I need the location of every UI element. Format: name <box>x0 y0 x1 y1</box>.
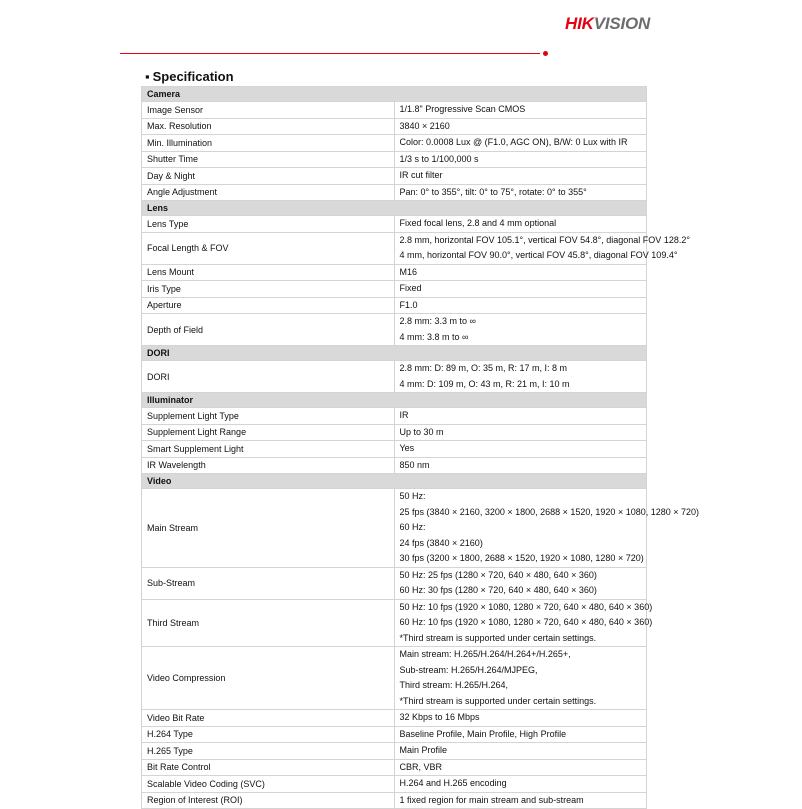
spec-value-line: 1/1.8" Progressive Scan CMOS <box>399 104 526 114</box>
spec-label: Main Stream <box>142 489 395 568</box>
spec-value-line: F1.0 <box>399 299 418 310</box>
spec-value-line: Main stream: H.265/H.264/H.264+/H.265+, <box>399 649 571 659</box>
spec-value <box>394 281 647 298</box>
spec-value-line: IR cut filter <box>399 170 443 180</box>
spec-value-line: 30 fps (3200 × 1800, 2688 × 1520, 1920 × 1080, 1280 × 720) <box>399 553 644 563</box>
spec-value-line: IR <box>399 410 409 420</box>
spec-value-line: Baseline Profile, Main Profile, High Profile <box>399 728 567 739</box>
spec-value-line: 1/3 s to 1/100,000 s <box>399 153 479 164</box>
spec-value <box>394 297 647 314</box>
spec-label: Iris Type <box>142 281 395 298</box>
logo-part-hik: HIK <box>565 14 594 33</box>
group-header-row <box>142 393 647 408</box>
spec-value-line: H.264 and H.265 encoding <box>399 778 507 788</box>
spec-label: Shutter Time <box>142 151 395 168</box>
spec-value <box>394 647 647 710</box>
spec-value-line: 4 mm: D: 109 m, O: 43 m, R: 21 m, I: 10 m <box>399 378 570 389</box>
spec-value-line: 4 mm: 3.8 m to ∞ <box>399 331 469 342</box>
spec-label: Smart Supplement Light <box>142 441 395 458</box>
spec-value <box>394 726 647 743</box>
spec-value-line: *Third stream is supported under certain settings. <box>399 695 597 706</box>
spec-value <box>394 457 647 474</box>
spec-value-line: 1 fixed region for main stream and sub-stream <box>399 794 584 805</box>
spec-label: Image Sensor <box>142 102 395 119</box>
spec-value-line: 50 Hz: 10 fps (1920 × 1080, 1280 × 720, 640 × 480, 640 × 360) <box>399 601 653 612</box>
table-row <box>142 567 647 599</box>
spec-value <box>394 743 647 760</box>
table-row <box>142 776 647 793</box>
table-row <box>142 792 647 809</box>
table-row <box>142 361 647 393</box>
section-title-text: Specification <box>152 69 234 84</box>
spec-value-line: 24 fps (3840 × 2160) <box>399 537 483 548</box>
group-header: Camera <box>142 87 647 102</box>
spec-value-line: 60 Hz: <box>399 522 426 532</box>
spec-value-line: Pan: 0° to 355°, tilt: 0° to 75°, rotate: 0° to 355° <box>399 186 587 197</box>
spec-value <box>394 408 647 425</box>
spec-label: Scalable Video Coding (SVC) <box>142 776 395 793</box>
group-header-row <box>142 346 647 361</box>
spec-value-line: Yes <box>399 443 415 453</box>
table-row <box>142 297 647 314</box>
spec-value-line: Main Profile <box>399 745 448 755</box>
spec-value <box>394 567 647 599</box>
header-rule-dot <box>543 51 548 56</box>
spec-label: Third Stream <box>142 599 395 647</box>
spec-label: Supplement Light Range <box>142 424 395 441</box>
spec-value-line: 32 Kbps to 16 Mbps <box>399 712 480 722</box>
spec-value <box>394 216 647 233</box>
table-row <box>142 151 647 168</box>
spec-value-line: Sub-stream: H.265/H.264/MJPEG, <box>399 664 538 675</box>
table-row <box>142 232 647 264</box>
table-row <box>142 599 647 647</box>
group-header-row <box>142 87 647 102</box>
spec-value-line: CBR, VBR <box>399 761 443 772</box>
group-header: DORI <box>142 346 647 361</box>
table-row <box>142 118 647 135</box>
spec-value-line: *Third stream is supported under certain settings. <box>399 632 597 643</box>
logo-part-vision: VISION <box>593 14 651 33</box>
spec-label: Lens Type <box>142 216 395 233</box>
spec-value <box>394 314 647 346</box>
spec-value <box>394 102 647 119</box>
spec-value <box>394 232 690 264</box>
spec-value-line: 60 Hz: 10 fps (1920 × 1080, 1280 × 720, 640 × 480, 640 × 360) <box>399 617 653 627</box>
spec-label: Supplement Light Type <box>142 408 395 425</box>
table-row <box>142 184 647 201</box>
table-row <box>142 281 647 298</box>
bullet-icon: ▪ <box>145 69 150 84</box>
spec-value <box>394 599 653 647</box>
table-row <box>142 135 647 152</box>
group-header: Video <box>142 474 647 489</box>
spec-value-line: Fixed <box>399 283 422 293</box>
spec-value-line: Up to 30 m <box>399 426 444 437</box>
spec-value-line: 850 nm <box>399 459 430 470</box>
table-row <box>142 441 647 458</box>
spec-value <box>394 264 647 281</box>
spec-label: Region of Interest (ROI) <box>142 792 395 809</box>
spec-label: Max. Resolution <box>142 118 395 135</box>
spec-value-line: 50 Hz: 25 fps (1280 × 720, 640 × 480, 640 × 360) <box>399 569 597 580</box>
group-header-row <box>142 474 647 489</box>
section-title <box>145 69 234 84</box>
spec-value <box>394 792 647 809</box>
spec-value <box>394 441 647 458</box>
spec-label: Depth of Field <box>142 314 395 346</box>
spec-value-line: 25 fps (3840 × 2160, 3200 × 1800, 2688 × 1520, 1920 × 1080, 1280 × 720) <box>399 506 700 517</box>
spec-value <box>394 118 647 135</box>
spec-label: Aperture <box>142 297 395 314</box>
group-header-row <box>142 201 647 216</box>
spec-label: Bit Rate Control <box>142 759 395 776</box>
header-rule <box>120 53 540 54</box>
table-row <box>142 726 647 743</box>
table-row <box>142 710 647 727</box>
spec-label: H.264 Type <box>142 726 395 743</box>
table-row <box>142 759 647 776</box>
spec-label: DORI <box>142 361 395 393</box>
spec-label: Video Compression <box>142 647 395 710</box>
spec-label: IR Wavelength <box>142 457 395 474</box>
spec-value <box>394 184 647 201</box>
spec-value <box>394 424 647 441</box>
spec-value-line: 3840 × 2160 <box>399 120 450 131</box>
table-row <box>142 647 647 710</box>
spec-label: Lens Mount <box>142 264 395 281</box>
spec-value-line: Fixed focal lens, 2.8 and 4 mm optional <box>399 218 557 228</box>
table-row <box>142 168 647 185</box>
spec-label: Min. Illumination <box>142 135 395 152</box>
table-row <box>142 102 647 119</box>
spec-value-line: M16 <box>399 266 418 277</box>
spec-value-line: Third stream: H.265/H.264, <box>399 680 509 690</box>
specification-table <box>141 86 700 809</box>
table-row <box>142 743 647 760</box>
spec-value-line: Color: 0.0008 Lux @ (F1.0, AGC ON), B/W: 0 Lux with IR <box>399 137 628 147</box>
spec-value <box>394 135 647 152</box>
spec-value-line: 4 mm, horizontal FOV 90.0°, vertical FOV 45.8°, diagonal FOV 109.4° <box>399 250 678 260</box>
spec-value <box>394 710 647 727</box>
table-row <box>142 408 647 425</box>
spec-label: Day & Night <box>142 168 395 185</box>
table-row <box>142 264 647 281</box>
spec-value-line: 60 Hz: 30 fps (1280 × 720, 640 × 480, 640 × 360) <box>399 585 597 595</box>
spec-value <box>394 151 647 168</box>
group-header: Illuminator <box>142 393 647 408</box>
table-row <box>142 489 647 568</box>
table-row <box>142 216 647 233</box>
spec-label: Angle Adjustment <box>142 184 395 201</box>
spec-value-line: 50 Hz: <box>399 491 426 501</box>
table-row <box>142 457 647 474</box>
table-row <box>142 424 647 441</box>
group-header: Lens <box>142 201 647 216</box>
table-row <box>142 314 647 346</box>
spec-label: H.265 Type <box>142 743 395 760</box>
spec-value-line: 2.8 mm: 3.3 m to ∞ <box>399 316 476 326</box>
spec-value-line: 2.8 mm: D: 89 m, O: 35 m, R: 17 m, I: 8 m <box>399 363 568 373</box>
spec-label: Video Bit Rate <box>142 710 395 727</box>
spec-value <box>394 361 647 393</box>
spec-value <box>394 776 647 793</box>
spec-value-line: 2.8 mm, horizontal FOV 105.1°, vertical FOV 54.8°, diagonal FOV 128.2° <box>399 234 690 245</box>
hikvision-logo <box>565 14 650 34</box>
spec-value <box>394 489 700 568</box>
spec-label: Sub-Stream <box>142 567 395 599</box>
spec-value <box>394 168 647 185</box>
spec-value <box>394 759 647 776</box>
spec-label: Focal Length & FOV <box>142 232 395 264</box>
